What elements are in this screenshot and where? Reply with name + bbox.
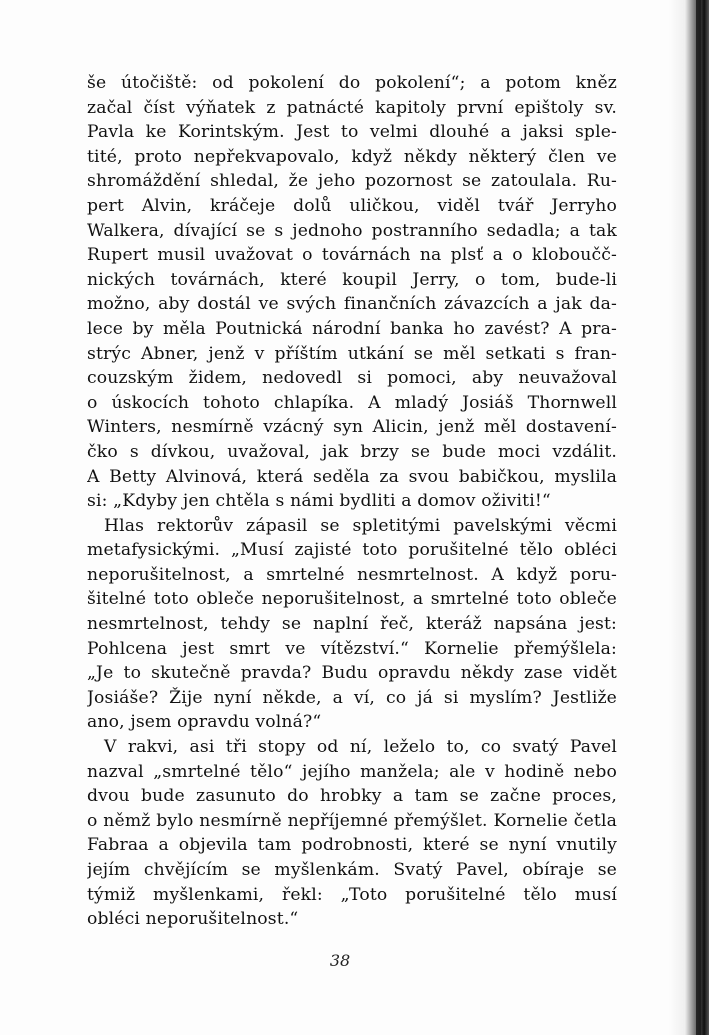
text-line: tité, proto nepřekvapovalo, když někdy některý člen ve xyxy=(87,146,617,167)
text-line: šitelné toto obleče neporušitelnost, a smrtelné toto obleče xyxy=(87,589,617,610)
text-line: Pavla ke Korintským. Jest to velmi dlouhé a jaksi sple- xyxy=(87,122,617,143)
text-line: nických továrnách, které koupil Jerry, o tom, bude-li xyxy=(87,269,617,290)
text-line: Josiáše? Žije nyní někde, a ví, co já si myslím? Jestliže xyxy=(87,687,617,708)
text-line: Winters, nesmírně vzácný syn Alicin, jenž měl dostavení- xyxy=(87,417,617,438)
text-line: možno, aby dostál ve svých finančních závazcích a jak da- xyxy=(87,294,617,315)
text-line: nesmrtelnost, tehdy se naplní řeč, kteráž napsána jest: xyxy=(87,614,617,635)
text-line: pert Alvin, kráčeje dolů uličkou, viděl tvář Jerryho xyxy=(87,195,617,216)
text-line: čko s dívkou, uvažoval, jak brzy se bude moci vzdálit. xyxy=(87,441,617,462)
body-text xyxy=(87,71,617,932)
text-line: neporušitelnost, a smrtelné nesmrtelnost. A když poru- xyxy=(87,564,617,585)
text-line: V rakvi, asi tři stopy od ní, leželo to, co svatý Pavel xyxy=(104,737,617,758)
text-line: „Je to skutečně pravda? Budu opravdu někdy zase vidět xyxy=(87,663,617,684)
text-line: jejím chvějícím se myšlenkám. Svatý Pavel, obíraje se xyxy=(87,860,617,880)
text-line: Pohlcena jest smrt ve vítězství.“ Kornelie přemýšlela: xyxy=(87,638,617,659)
text-line: A Betty Alvinová, která seděla za svou babičkou, myslila xyxy=(87,466,617,487)
text-line: couzským židem, nedovedl si pomoci, aby neuvažoval xyxy=(87,368,617,389)
text-line: obléci neporušitelnost.“ xyxy=(87,909,299,930)
text-line: o úskocích tohoto chlapíka. A mladý Josiáš Thornwell xyxy=(87,392,617,413)
text-line: ano, jsem opravdu volná?“ xyxy=(87,712,322,733)
text-line: začal číst výňatek z patnácté kapitoly první epištoly sv. xyxy=(87,97,617,118)
page-binding-edge xyxy=(696,0,701,1035)
text-line: Rupert musil uvažovat o továrnách na plsť a o kloboučč- xyxy=(87,245,617,266)
text-line: Fabraa a objevila tam podrobnosti, které se nyní vnutily xyxy=(87,835,617,856)
page-binding-shadow xyxy=(669,0,709,1035)
text-line: strýc Abner, jenž v příštím utkání se měl setkati s fran- xyxy=(87,343,617,364)
text-line: Walkera, dívající se s jednoho postranního sedadla; a tak xyxy=(87,220,617,241)
text-line: Hlas rektorův zápasil se spletitými pavelskými věcmi xyxy=(104,515,617,536)
text-line: dvou bude zasunuto do hrobky a tam se začne proces, xyxy=(87,786,617,807)
text-line: si: „Kdyby jen chtěla s námi bydliti a domov oživiti!“ xyxy=(87,491,551,512)
text-line: metafysickými. „Musí zajisté toto porušitelné tělo obléci xyxy=(87,540,617,561)
text-line: o němž bylo nesmírně nepříjemné přemýšlet. Kornelie četla xyxy=(87,810,617,831)
text-line: še útočiště: od pokolení do pokolení“; a potom kněz xyxy=(87,73,617,93)
text-line: shromáždění shledal, že jeho pozornost se zatoulala. Ru- xyxy=(87,171,617,192)
text-line: nazval „smrtelné tělo“ jejího manžela; ale v hodině nebo xyxy=(87,761,617,782)
text-line: lece by měla Poutnická národní banka ho zavést? A pra- xyxy=(87,318,617,339)
text-line: týmiž myšlenkami, řekl: „Toto porušitelné tělo musí xyxy=(87,884,617,905)
page-number: 38 xyxy=(329,951,351,970)
